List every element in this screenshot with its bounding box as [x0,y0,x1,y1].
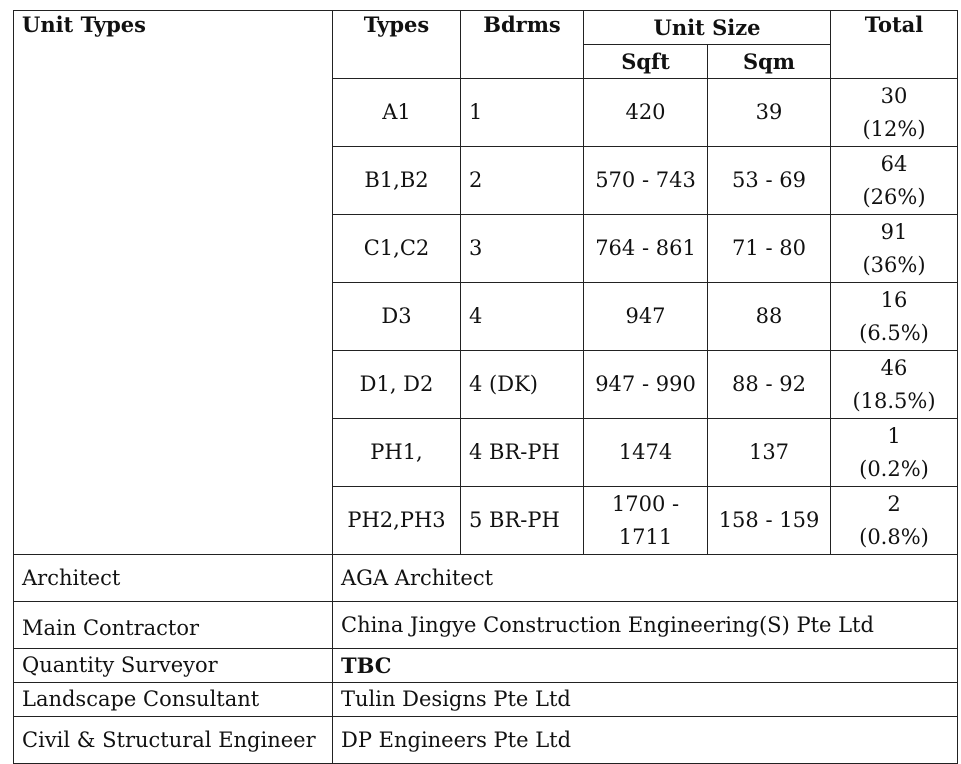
bdrms-header: Bdrms [461,11,584,79]
unit-sqm: 71 - 80 [708,215,831,283]
team-value: Tulin Designs Pte Ltd [333,683,958,717]
team-row [14,555,958,602]
unit-total-pct: (26%) [862,184,926,209]
sqm-header: Sqm [708,45,831,79]
team-value: China Jingye Construction Engineering(S) Pte Ltd [333,602,958,649]
team-row [14,602,958,649]
unit-total-count: 91 [880,219,908,244]
unit-total [831,487,958,555]
unit-bdrms: 4 (DK) [461,351,584,419]
unit-sqft-line1: 1700 - [611,491,680,516]
unit-sqft: 570 - 743 [584,147,708,215]
unit-sqft: 764 - 861 [584,215,708,283]
unit-types-cell [14,11,333,555]
unit-total-count: 1 [887,423,901,448]
unit-total-pct: (0.8%) [859,524,929,549]
unit-total-count: 16 [880,287,908,312]
sqft-header: Sqft [584,45,708,79]
unit-sqm: 158 - 159 [708,487,831,555]
unit-type: D1, D2 [333,351,461,419]
unit-size-header: Unit Size [584,11,831,45]
unit-total [831,215,958,283]
team-label: Main Contractor [14,602,333,649]
unit-bdrms: 1 [461,79,584,147]
unit-total [831,351,958,419]
unit-type: A1 [333,79,461,147]
team-value: TBC [333,649,958,683]
unit-sqft-line2: 1711 [618,524,673,549]
unit-bdrms: 4 BR-PH [461,419,584,487]
types-header: Types [333,11,461,79]
unit-bdrms: 2 [461,147,584,215]
unit-type: PH2,PH3 [333,487,461,555]
unit-total [831,79,958,147]
team-value: AGA Architect [333,555,958,602]
total-header: Total [831,11,958,79]
unit-total [831,147,958,215]
unit-total-count: 2 [887,491,901,516]
unit-sqm: 137 [708,419,831,487]
team-label: Quantity Surveyor [14,649,333,683]
unit-sqft: 420 [584,79,708,147]
unit-sqft: 947 [584,283,708,351]
unit-type: D3 [333,283,461,351]
unit-type: PH1, [333,419,461,487]
unit-total [831,419,958,487]
team-label: Civil & Structural Engineer [14,717,333,764]
team-row [14,717,958,764]
team-label: Architect [14,555,333,602]
team-value: DP Engineers Pte Ltd [333,717,958,764]
unit-total-pct: (12%) [862,116,926,141]
unit-total-pct: (0.2%) [859,456,929,481]
unit-type: C1,C2 [333,215,461,283]
unit-total-pct: (6.5%) [859,320,929,345]
team-row [14,649,958,683]
header-row [14,11,958,45]
team-row [14,683,958,717]
unit-sqft [584,487,708,555]
unit-total-pct: (36%) [862,252,926,277]
unit-total-count: 30 [880,83,908,108]
project-info-table [13,10,958,764]
unit-types-label: Unit Types [22,12,146,37]
unit-type: B1,B2 [333,147,461,215]
unit-bdrms: 5 BR-PH [461,487,584,555]
unit-total [831,283,958,351]
unit-sqm: 88 [708,283,831,351]
unit-sqft: 947 - 990 [584,351,708,419]
unit-sqm: 53 - 69 [708,147,831,215]
unit-bdrms: 4 [461,283,584,351]
unit-sqft: 1474 [584,419,708,487]
unit-bdrms: 3 [461,215,584,283]
unit-sqm: 88 - 92 [708,351,831,419]
unit-total-pct: (18.5%) [852,388,936,413]
unit-total-count: 46 [880,355,908,380]
team-label: Landscape Consultant [14,683,333,717]
unit-total-count: 64 [880,151,908,176]
unit-sqm: 39 [708,79,831,147]
